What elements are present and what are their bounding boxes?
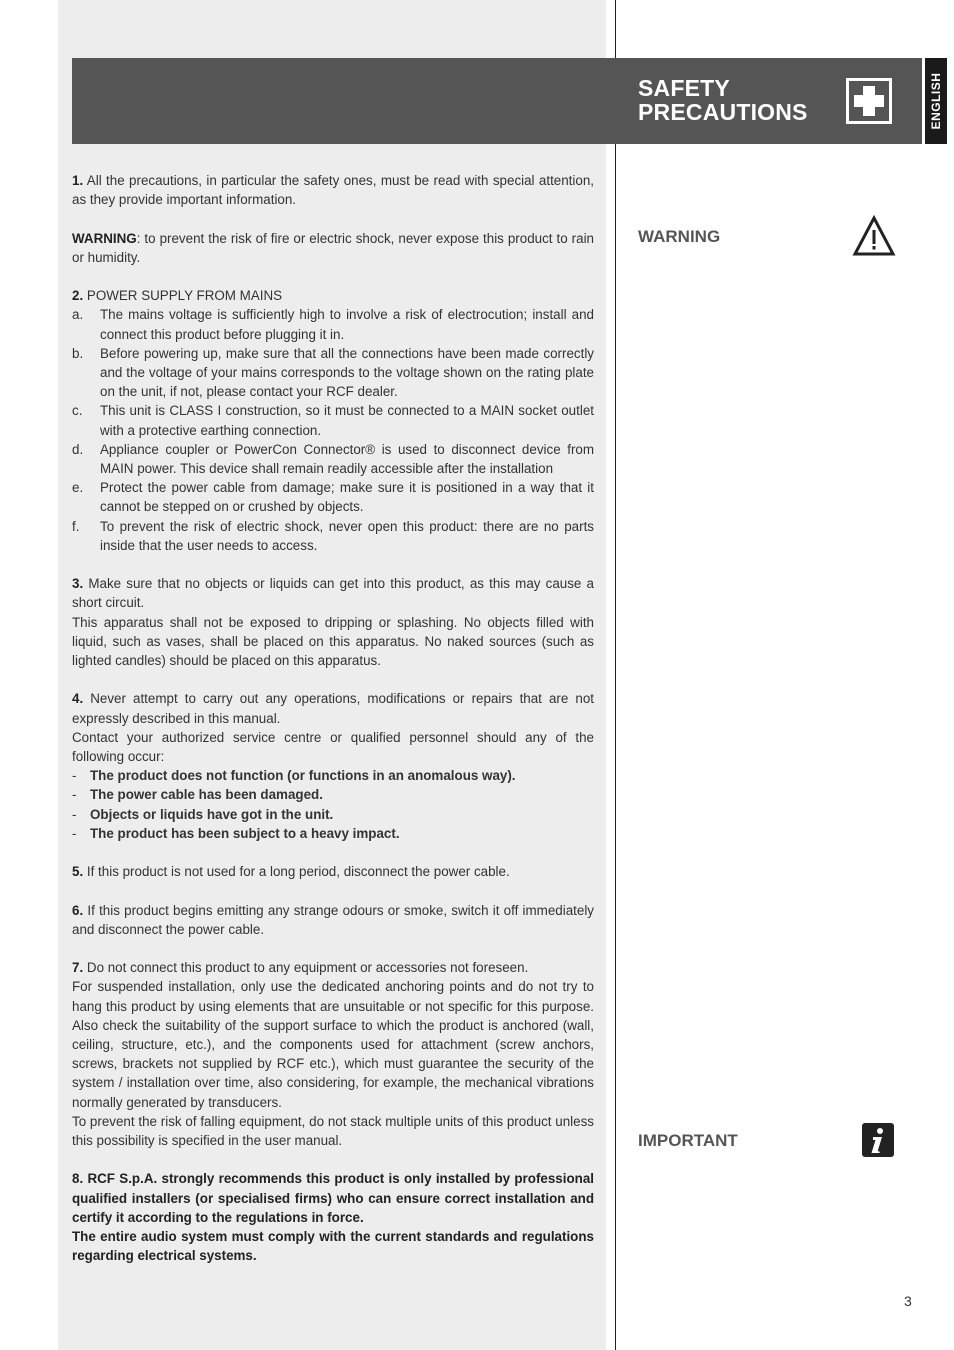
precaution-7 (72, 958, 594, 977)
list-item: b. Before powering up, make sure that all the connections have been made correctly and the voltage of your mains corresponds to the voltage shown on the rating plate on the unit, if not, please contact your RCF dealer. (72, 345, 594, 400)
item-number: 7. (72, 960, 84, 976)
item-text: Make sure that no objects or liquids can get into this product, as this may cause a short circuit. (72, 576, 594, 611)
precaution-3 (72, 574, 594, 612)
item-text: Never attempt to carry out any operations, modifications or repairs that are not expressly described in this manual. (72, 691, 594, 726)
precaution-2-title (72, 286, 594, 305)
warning-paragraph (72, 229, 594, 267)
warning-keyword: WARNING (72, 230, 137, 246)
item-number: 1. (72, 173, 84, 188)
item-text: If this product begins emitting any strange odours or smoke, switch it off immediately and disconnect the power cable. (72, 902, 594, 937)
list-item: f. To prevent the risk of electric shock, never open this product: there are no parts inside that the user needs to access. (72, 518, 594, 553)
important-label: IMPORTANT (638, 1131, 738, 1150)
list-item: - The product does not function (or functions in an anomalous way). (72, 768, 516, 784)
item-number: 4. (72, 691, 84, 707)
title-line-1: SAFETY (638, 75, 730, 101)
precaution-4 (72, 689, 594, 727)
list-item: - Objects or liquids have got in the unit. (72, 806, 334, 822)
precaution-8-detail: The entire audio system must comply with the current standards and regulations regarding electrical systems. (72, 1229, 594, 1264)
list-item: c. This unit is CLASS I construction, so it must be connected to a MAIN socket outlet with a protective earthing connection. (72, 403, 594, 438)
page-number: 3 (904, 1293, 912, 1309)
item-text: : to prevent the risk of fire or electric shock, never expose this product to rain or humidity. (72, 230, 594, 265)
language-label: ENGLISH (929, 72, 943, 130)
precaution-1 (72, 171, 594, 209)
precaution-8: 8. RCF S.p.A. strongly recommends this product is only installed by professional qualified installers (or specialised firms) who can ensure correct installation and certify it according to the regulations in force. (72, 1171, 594, 1225)
service-conditions-list (72, 766, 594, 843)
precaution-6 (72, 901, 594, 939)
page-title (638, 76, 808, 124)
precaution-7-detail: For suspended installation, only use the dedicated anchoring points and do not try to hang this product by using elements that are unsuitable or not specific for this purpose. Also check the suitability of the support surface to which the product is anchored (wall, ceiling, structure, etc.), and the components used for attachment (screw anchors, screws, brackets not supplied by RCF etc.), which must guarantee the security of the system / installation over time, also considering, for example, the mechanical vibrations normally generated by transducers. (72, 979, 594, 1110)
item-number: 2. (72, 288, 84, 304)
precaution-5 (72, 862, 594, 881)
list-item: - The power cable has been damaged. (72, 787, 323, 803)
item-text: Do not connect this product to any equipment or accessories not foreseen. (83, 960, 529, 976)
list-item: a. The mains voltage is sufficiently high to involve a risk of electrocution; install and connect this product before plugging it in. (72, 307, 594, 342)
item-text: All the precautions, in particular the safety ones, must be read with special attention, as they provide important information. (72, 173, 594, 208)
section-title: POWER SUPPLY FROM MAINS (83, 288, 283, 304)
warning-label: WARNING (638, 227, 721, 246)
list-item: e. Protect the power cable from damage; make sure it is positioned in a way that it cannot be stepped on or crushed by objects. (72, 480, 594, 515)
list-item: d. Appliance coupler or PowerCon Connector® is used to disconnect device from MAIN power. This device shall remain readily accessible after the installation (72, 441, 594, 477)
precaution-7-detail-2: To prevent the risk of falling equipment, do not stack multiple units of this product unless this possibility is specified in the user manual. (72, 1113, 594, 1149)
main-content (72, 171, 594, 1265)
warning-triangle-icon (852, 215, 896, 257)
language-tab (925, 58, 947, 144)
power-supply-list (72, 305, 594, 555)
info-icon (862, 1123, 894, 1157)
first-aid-cross-icon (846, 78, 892, 124)
list-item: - The product has been subject to a heavy impact. (72, 825, 400, 841)
column-divider (615, 0, 616, 1350)
item-number: 6. (72, 902, 84, 918)
precaution-3-detail: This apparatus shall not be exposed to dripping or splashing. No objects filled with liquid, such as vases, shall be placed on this apparatus. No naked sources (such as lighted candles) should be placed on this apparatus. (72, 614, 594, 669)
title-line-2: PRECAUTIONS (638, 99, 808, 125)
item-text: If this product is not used for a long period, disconnect the power cable. (83, 864, 510, 880)
item-number: 5. (72, 864, 84, 880)
precaution-4-detail: Contact your authorized service centre or qualified personnel should any of the following occur: (72, 729, 594, 765)
item-number: 3. (72, 576, 84, 592)
